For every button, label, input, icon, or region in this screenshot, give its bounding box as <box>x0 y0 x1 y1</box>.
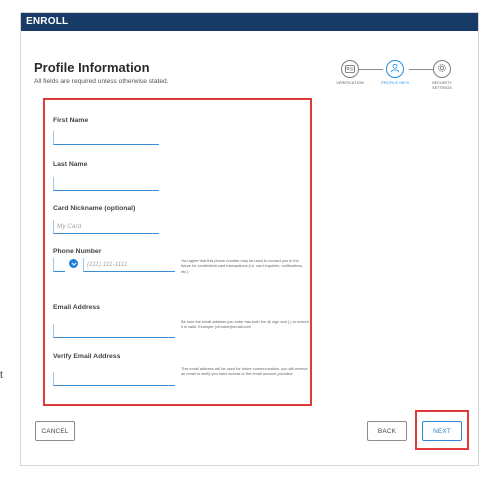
step-label-profile-info: PROFILE INFO <box>381 81 409 85</box>
email-input[interactable] <box>53 324 175 338</box>
first-name-label: First Name <box>53 117 89 124</box>
country-code-select[interactable] <box>53 258 65 272</box>
card-nickname-label: Card Nickname (optional) <box>53 205 136 212</box>
step-profile-info <box>386 60 404 78</box>
card-nickname-input[interactable] <box>53 220 159 234</box>
step-label-security-settings: SECURITY SETTINGS <box>432 81 452 90</box>
phone-number-label: Phone Number <box>53 248 102 255</box>
window-title: ENROLL <box>21 13 478 31</box>
step-connector <box>409 69 433 70</box>
email-hint: Be sure the email address you enter has both the @ sign and (.) to ensure it is valid. Example: johndoe@email.com <box>181 319 309 330</box>
phone-hint: You agree that this phone number may be used to contact you in the future for credit/debit card transactions (i.e. card inquiries, notifications, etc.) <box>181 258 303 274</box>
back-button[interactable]: BACK <box>367 421 407 441</box>
profile-form <box>43 98 312 406</box>
email-label: Email Address <box>53 304 100 311</box>
id-card-icon <box>345 60 355 78</box>
phone-number-input[interactable] <box>83 258 175 272</box>
verify-email-hint: This email address will be used for future communication, you will receive an email to verify you have access to the email account provided. <box>181 366 308 377</box>
step-security-settings <box>433 60 451 78</box>
chevron-down-icon[interactable] <box>69 259 78 268</box>
last-name-label: Last Name <box>53 161 88 168</box>
side-text: t <box>0 370 3 381</box>
progress-stepper <box>333 57 457 99</box>
step-label-verification: VERIFICATION <box>336 81 364 85</box>
page-title: Profile Information <box>34 60 150 75</box>
step-verification <box>341 60 359 78</box>
last-name-input[interactable] <box>53 177 159 191</box>
first-name-input[interactable] <box>53 131 159 145</box>
step-connector <box>359 69 383 70</box>
verify-email-input[interactable] <box>53 372 175 386</box>
person-icon <box>390 60 400 78</box>
gear-icon <box>437 60 447 78</box>
page-subtitle: All fields are required unless otherwise stated. <box>34 78 169 85</box>
enroll-window <box>20 12 479 466</box>
cancel-button[interactable]: CANCEL <box>35 421 75 441</box>
next-button[interactable]: NEXT <box>422 421 462 441</box>
verify-email-label: Verify Email Address <box>53 353 121 360</box>
